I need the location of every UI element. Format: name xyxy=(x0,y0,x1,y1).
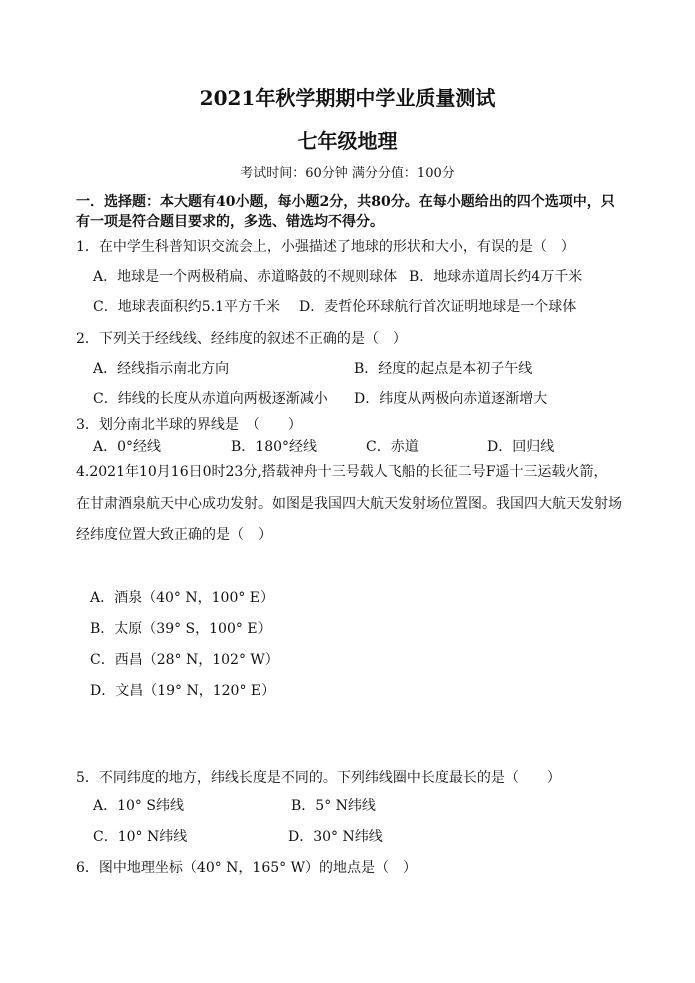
question-5-stem: 5．不同纬度的地方，纬线长度是不同的。下列纬线圈中长度最长的是（ ） xyxy=(76,770,561,786)
question-3-stem: 3．划分南北半球的界线是 （ ） xyxy=(76,417,302,433)
question-2-stem: 2．下列关于经线线、经纬度的叙述不正确的是（ ） xyxy=(76,331,407,347)
section-heading-line-2: 有一项是符合题目要求的，多选、错选均不得分。 xyxy=(76,214,384,230)
question-4-stem-line-3: 经纬度位置大致正确的是（ ） xyxy=(76,527,272,543)
question-3-option-a: A．0°经线 xyxy=(93,439,162,455)
question-1-option-a: A．地球是一个两极稍扁、赤道略鼓的不规则球体 xyxy=(93,269,398,285)
question-1-option-c: C．地球表面积约5.1平方千米 xyxy=(93,299,280,315)
question-3-option-d: D．回归线 xyxy=(487,439,555,455)
question-4-option-a: A．酒泉（40° N，100° E） xyxy=(90,590,275,606)
question-1-stem: 1．在中学生科普知识交流会上，小强描述了地球的形状和大小，有误的是（ ） xyxy=(76,239,575,255)
question-5-option-c: C．10° N纬线 xyxy=(93,829,188,845)
question-2-option-a: A．经线指示南北方向 xyxy=(93,361,230,377)
exam-info: 考试时间：60分钟 满分分值：100分 xyxy=(240,166,455,181)
question-3-option-c: C．赤道 xyxy=(366,439,419,455)
question-3-option-b: B．180°经线 xyxy=(231,439,318,455)
question-5-option-a: A．10° S纬线 xyxy=(93,798,184,814)
exam-title: 2021年秋学期期中学业质量测试 xyxy=(199,86,496,110)
question-5-option-d: D．30° N纬线 xyxy=(288,829,383,845)
question-4-stem-line-2: 在甘肃酒泉航天中心成功发射。如图是我国四大航天发射场位置图。我国四大航天发射场 xyxy=(76,496,622,512)
question-2-option-c: C．纬线的长度从赤道向两极逐渐减小 xyxy=(93,391,328,407)
question-2-option-b: B．经度的起点是本初子午线 xyxy=(354,361,533,377)
question-1-option-d: D．麦哲伦环球航行首次证明地球是一个球体 xyxy=(299,299,577,315)
question-5-option-b: B．5° N纬线 xyxy=(291,798,376,814)
question-4-option-c: C．西昌（28° N，102° W） xyxy=(90,652,279,668)
question-4-option-d: D．文昌（19° N，120° E） xyxy=(90,683,276,699)
question-2-option-d: D．纬度从两极向赤道逐渐增大 xyxy=(354,391,548,407)
section-heading-line-1: 一．选择题：本大题有40小题，每小题2分，共80分。在每小题给出的四个选项中，只 xyxy=(76,194,615,210)
question-6-stem: 6．图中地理坐标（40° N，165° W）的地点是（ ） xyxy=(76,860,417,876)
question-4-stem-line-1: 4.2021年10月16日0时23分,搭载神舟十三号载人飞船的长征二号F遥十三运载火箭， xyxy=(76,464,608,480)
exam-subtitle: 七年级地理 xyxy=(297,129,398,153)
question-4-option-b: B．太原（39° S，100° E） xyxy=(90,621,272,637)
question-1-option-b: B．地球赤道周长约4万千米 xyxy=(409,269,583,285)
